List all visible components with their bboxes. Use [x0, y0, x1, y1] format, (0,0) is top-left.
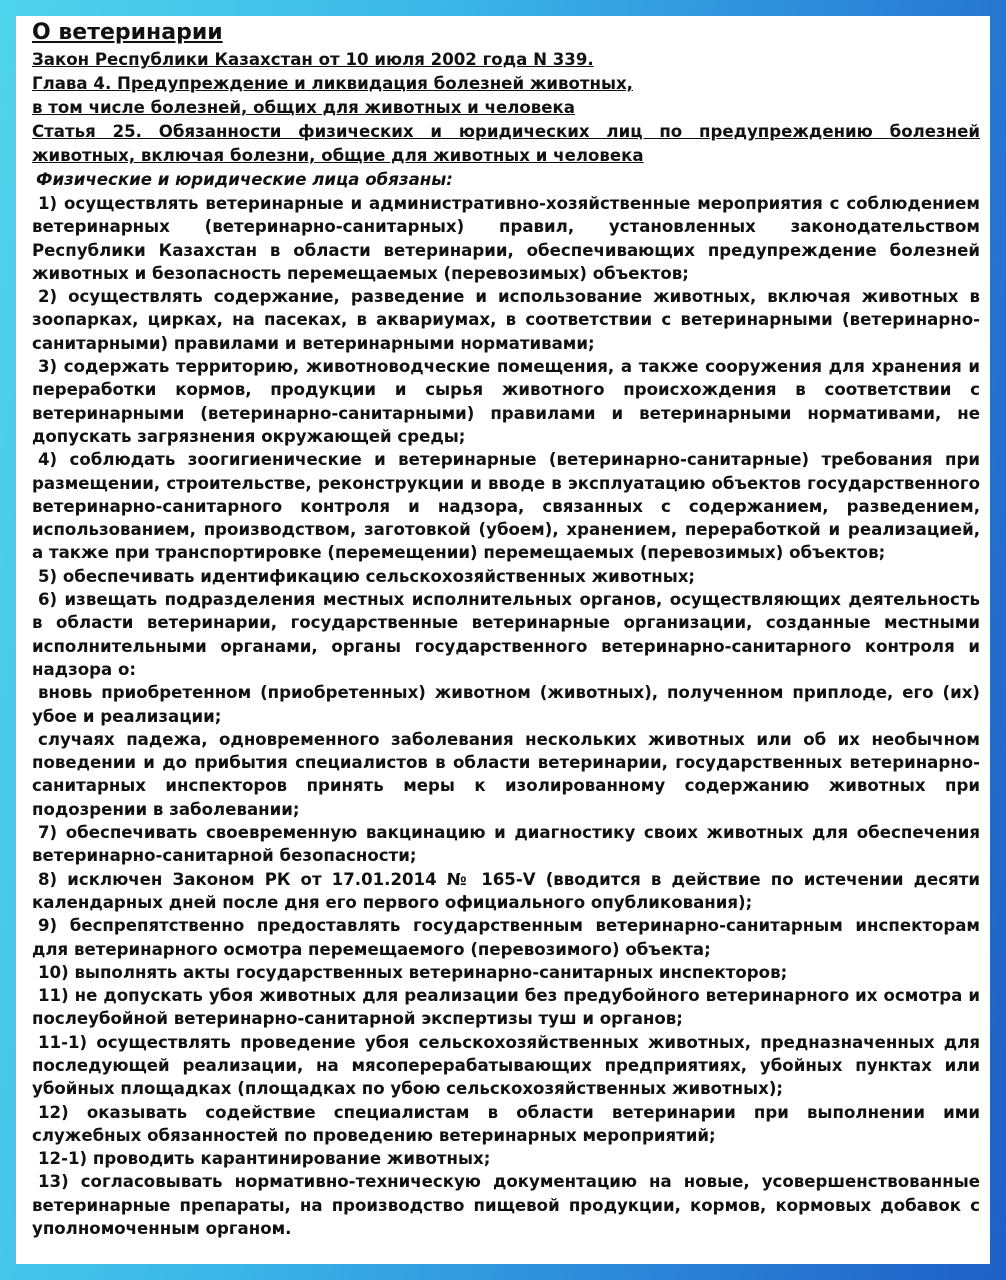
chapter-heading-line-1: Глава 4. Предупреждение и ликвидация болезней животных, — [32, 74, 633, 93]
list-item: 3) содержать территорию, животноводческие помещения, а также сооружения для хранения и переработки кормов, продукции и сырья животного происхождения в соответствии с ветеринарными (ветеринарно-санитарными) правилами и ветеринарными нормативами, не допускать загрязнения окружающей среды; — [32, 357, 980, 446]
list-item: 12-1) проводить карантинирование животных; — [38, 1149, 491, 1169]
list-item: 5) обеспечивать идентификацию сельскохозяйственных животных; — [38, 566, 696, 586]
list-item: 12) оказывать содействие специалистам в области ветеринарии при выполнении ими служебных обязанностей по проведению ветеринарных мероприятий; — [32, 1102, 980, 1145]
list-item: 2) осуществлять содержание, разведение и использование животных, включая животных в зоопарках, цирках, на пасеках, в аквариумах, в соответствии с ветеринарными (ветеринарно-санитарными) правилами и ветеринарными нормативами; — [32, 287, 980, 353]
list-item: 9) беспрепятственно предоставлять государственным ветеринарно-санитарным инспекторам для ветеринарного осмотра перемещаемого (перевозимого) объекта; — [32, 916, 980, 959]
page-title: О ветеринарии — [32, 20, 223, 45]
article-heading: Статья 25. Обязанности физических и юридических лиц по предупреждению болезней животных, включая болезни, общие для животных и человека — [32, 122, 980, 165]
chapter-heading-line-2: в том числе болезней, общих для животных и человека — [32, 98, 575, 117]
list-item: 4) соблюдать зоогигиенические и ветеринарные (ветеринарно-санитарные) требования при размещении, строительстве, реконструкции и вводе в эксплуатацию объектов государственного ветеринарно-санитарного контроля и надзора, связанных с содержанием, разведением, использованием, производством, заготовкой (убоем), хранением, переработкой и реализацией, а также при транспортировке (перемещении) перемещаемых (перевозимых) объектов; — [32, 450, 980, 563]
list-item: 11-1) осуществлять проведение убоя сельскохозяйственных животных, предназначенных для последующей реализации, на мясоперерабатывающих предприятиях, убойных пунктах или убойных площадках (площадках по убою сельскохозяйственных животных); — [32, 1032, 980, 1099]
document-card — [16, 16, 990, 1264]
law-reference: Закон Республики Казахстан от 10 июля 2002 года N 339. — [32, 50, 594, 69]
list-item: 10) выполнять акты государственных ветеринарно-санитарных инспекторов; — [38, 962, 788, 982]
list-item: 7) обеспечивать своевременную вакцинацию и диагностику своих животных для обеспечения ветеринарно-санитарной безопасности; — [32, 823, 980, 866]
intro-text: Физические и юридические лица обязаны: — [36, 170, 453, 189]
list-item: вновь приобретенном (приобретенных) животном (животных), полученном приплоде, его (их) убое и реализации; — [32, 683, 980, 726]
list-item: 8) исключен Законом РК от 17.01.2014 № 165-V (вводится в действие по истечении десяти календарных дней после дня его первого официального опубликования); — [32, 869, 980, 912]
list-item: случаях падежа, одновременного заболевания нескольких животных или об их необычном поведении и до прибытия специалистов в области ветеринарии, государственных ветеринарно-санитарных инспекторов принять меры к изолированному содержанию животных при подозрении в заболевании; — [32, 729, 980, 819]
list-item: 13) согласовывать нормативно-техническую документацию на новые, усовершенствованные ветеринарные препараты, на производство пищевой продукции, кормов, кормовых добавок с уполномоченным органом. — [32, 1172, 980, 1239]
list-item: 11) не допускать убоя животных для реализации без предубойного ветеринарного их осмотра и послеубойной ветеринарно-санитарной экспертизы туш и органов; — [32, 986, 980, 1029]
list-item: 6) извещать подразделения местных исполнительных органов, осуществляющих деятельность в области ветеринарии, государственные ветеринарные организации, созданные местными исполнительными органами, органы государственного ветеринарно-санитарного контроля и надзора о: — [32, 590, 980, 679]
list-item: 1) осуществлять ветеринарные и административно-хозяйственные мероприятия с соблюдением ветеринарных (ветеринарно-санитарных) правил, установленных законодательством Республики Казахстан в области ветеринарии, обеспечивающих предупреждение болезней животных и безопасность перемещаемых (перевозимых) объектов; — [32, 194, 980, 283]
